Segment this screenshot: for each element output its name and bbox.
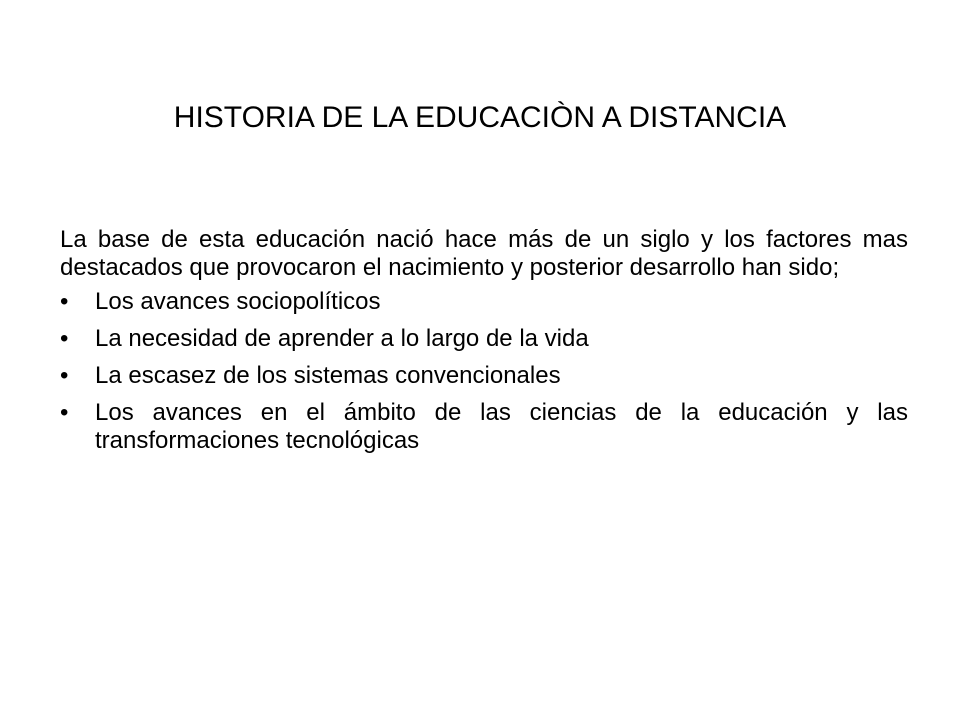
intro-paragraph: La base de esta educación nació hace más de un siglo y los factores mas destacados que provocaron el nacimiento y posterior desarrollo han sido;	[60, 226, 908, 281]
bullet-icon: •	[60, 362, 69, 389]
bullet-text: Los avances sociopolíticos	[95, 288, 381, 315]
slide-body	[60, 226, 908, 464]
list-item	[60, 362, 908, 390]
bullet-text: Los avances en el ámbito de las ciencias de la educación y las transformaciones tecnológicas	[95, 399, 908, 454]
list-item	[60, 325, 908, 353]
bullet-text: La escasez de los sistemas convencionales	[95, 362, 561, 389]
bullet-text: La necesidad de aprender a lo largo de la vida	[95, 325, 589, 352]
list-item	[60, 288, 908, 316]
list-item	[60, 399, 908, 455]
bullet-list	[60, 288, 908, 455]
slide-title: HISTORIA DE LA EDUCACIÒN A DISTANCIA	[173, 101, 787, 134]
bullet-icon: •	[60, 325, 69, 352]
bullet-icon: •	[60, 399, 69, 426]
bullet-icon: •	[60, 288, 69, 315]
